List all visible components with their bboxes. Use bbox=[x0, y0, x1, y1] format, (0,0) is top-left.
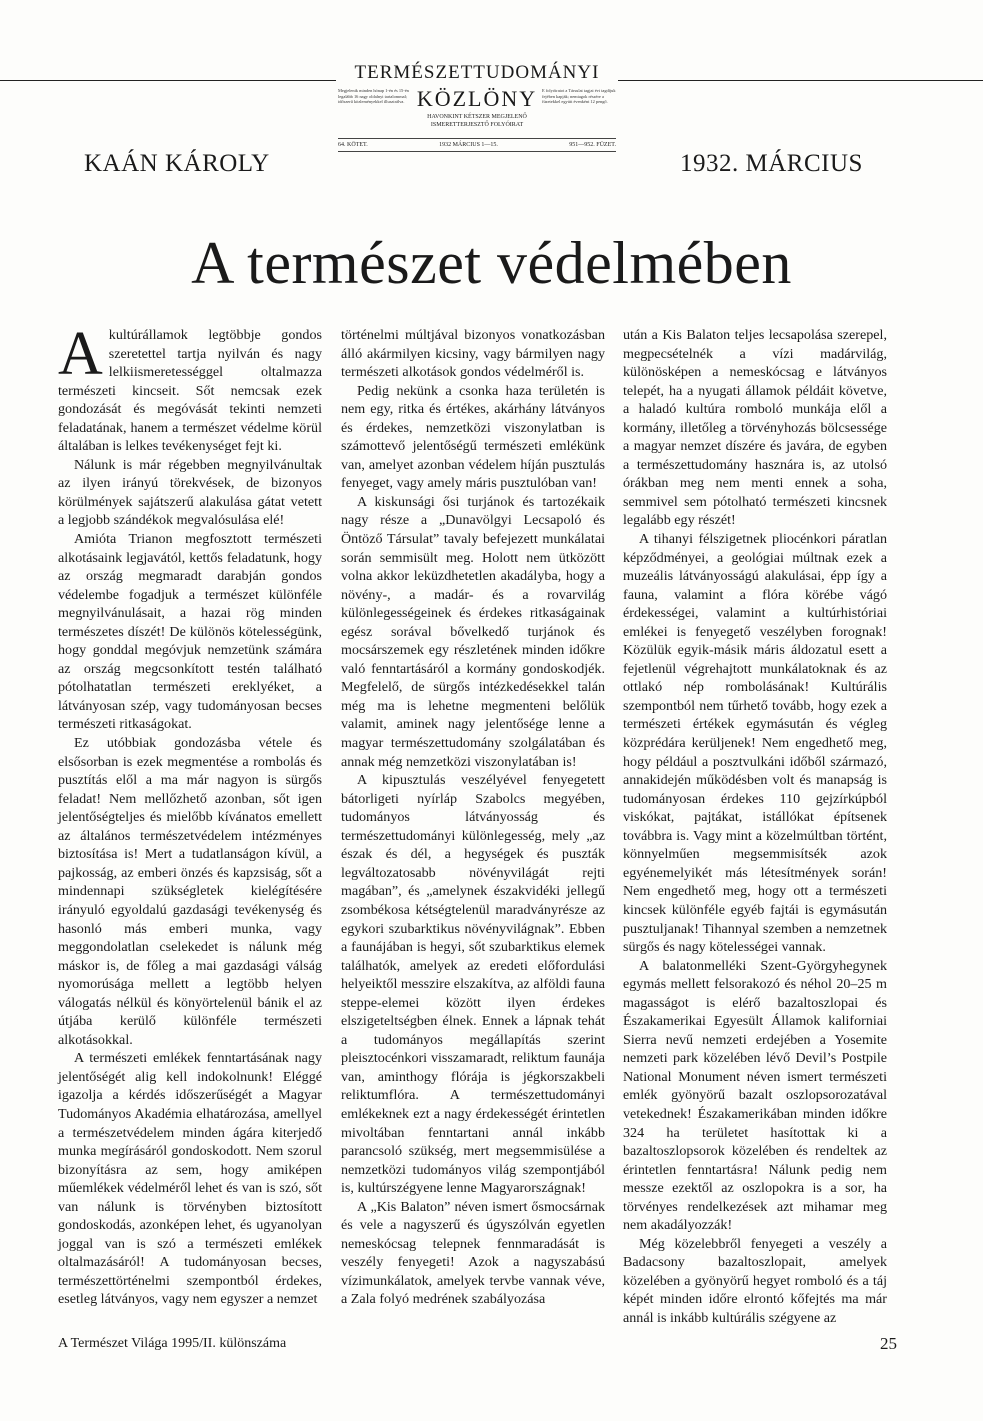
article-body bbox=[58, 320, 916, 1326]
paragraph: A „Kis Balaton” néven ismert ősmocsárnak és vele a nagyszerű és úgyszólván egyetlen nemeskócsag telepnek fennmaradását is veszély fenyegeti! Azok a nagyszabású vízimunkálatok, amelyek tervbe vannak véve, a Zala folyó medrének szabályozása bbox=[341, 1198, 605, 1308]
paragraph: Még közelebbről fenyegeti a veszély a Badacsony bazaltoszlopait, amelyek közelében a gyönyörű hegyet romboló és a táj képét minden időre elrontó kőfejtés ma már annál is inkább kultúrális szégyene az bbox=[623, 1235, 887, 1326]
paragraph: Amióta Trianon megfosztott természeti alkotásaink legjavától, kettős feladatunk, hogy az ország megmaradt darabján gondos védelembe fogadjuk a természet különféle megnyilvánulásait, a hazai rög minden természetes díszét! De különös kötelességünk, hogy gonddal megóvjuk nemzetünk számára az ország megcsonkított testén található pótolhatatlan természeti ereklyéket, a látványosan szép, vagy tudományosan becses természeti ritkaságokat. bbox=[58, 531, 322, 733]
masthead-title: TERMÉSZETTUDOMÁNYI bbox=[354, 62, 600, 83]
paragraph: Pedig nekünk a csonka haza területén is nem egy, ritka és értékes, akárhány látványos és érdekes, nemzetközi viszonylatban is számottevő jelentőségű természeti emlékünk van, amelyet azonban védelem híján pusztulás fenyeget, vagy amely máris pusztulóban van! bbox=[341, 382, 605, 492]
masthead-subtitle-line-2: ISMERETTERJESZTŐ FOLYÓIRAT bbox=[430, 121, 524, 128]
column-2 bbox=[341, 326, 605, 1316]
masthead-rule-right bbox=[618, 80, 983, 81]
author-name: KAÁN KÁROLY bbox=[84, 150, 270, 177]
masthead-note-left: Megjelenik minden hónap 1-én és 15-én legalább 16 nagy oldalnyi tartalommal; időszerű közleményekkel illusztrálva. bbox=[338, 88, 409, 105]
paragraph: A tihanyi félszigetnek pliocénkori páratlan képződményei, a geológiai múltnak ezek a muzeális látványosságú alakulásai, épp így a fauna, valamint a flóra körébe vágó érdekességei, valamint a kultúrhistóriai emlékei is fenyegető veszélyben forognak! Közülük egyik-másik máris áldozatul esett a fejetlenül végrehajtott munkálatoknak és az ottlakó nép rombolásának! Kultúrális szempontból nem tűrhető tovább, hogy ezek a természeti értékek egymásután és végleg közprédára kerüljenek! Nem engedhető meg, hogy például a posztvulkáni időből származó, annakidején működésben volt és manapság is tudományosan érdekes 110 gejzírkúpból viskókat, pajtákat, istállókat építsenek továbbra is. Vagy mint a közelmúltban történt, könnyelműen megsemmisítsék azok egyénemelyikét más létesítmények során! Nem engedhető meg, hogy ott a természeti kincsek különféle egyéb fajtái is egymásután pusztuljanak! Tihannyal szemben a nemzetnek sürgős és nagy kötelességei vannak. bbox=[623, 531, 887, 956]
masthead-subtitle-line-1: HAVONKINT KÉTSZER MEGJELENŐ bbox=[427, 114, 527, 120]
page-number: 25 bbox=[880, 1334, 897, 1353]
article-date: 1932. MÁRCIUS bbox=[680, 150, 863, 177]
paragraph: Ez utóbbiak gondozásba vétele és elsősorban is ezek megmentése a rombolás és pusztítás elől a ma már nagyon is sürgős feladat! Nem mellőzhető azonban, sőt igen jelentőségteljes és mielőbb kívánatos emellett az általános természetvédelem intézményes biztosítása is! Mert a tudatlanságon kívül, a pajkosság, az emberi önzés és kapzsiság, sőt a mindennapi szükségletek kielégítésére irányuló egyoldalú gazdasági tevékenység és hasonló más emberi munka, vagy meggondolatlan cselekedet is nálunk még máskor is, de főleg a mai gazdasági válság nyomorúsága mellett a legtöbb helyen válogatás nélkül és könyörtelenül bánik el az útjába kerülő különféle természeti alkotásokkal. bbox=[58, 735, 322, 1048]
column-3 bbox=[623, 326, 887, 1326]
paragraph: után a Kis Balaton teljes lecsapolása szerepel, megpecsételnék a vízi madárvilág, különösképen a nemeskócsag e látványos telepét, ha a nyugati államok példáit követve, a haladó kultúra romboló munkája elől a kormány, illetőleg a törvényhozás bölcsessége a magyar nemzet díszére és javára, de egyben a természettudomány hasznára is, az utolsó órákban meg nem menti ennek a soha, semmivel sem pótolható természeti kincsnek legalább egy részét! bbox=[623, 327, 887, 529]
column-1 bbox=[58, 320, 322, 1316]
article-title: A természet védelmében bbox=[191, 230, 792, 296]
paragraph bbox=[58, 320, 322, 456]
volume-label: 64. KÖTET. bbox=[338, 142, 368, 148]
masthead-issue-line bbox=[338, 138, 616, 152]
paragraph: A balatonmelléki Szent-Györgyhegynek egymás mellett felsorakozó és néhol 20–25 m magasságot is elérő bazaltoszlopai és Északamerikai Egyesült Államok kaliforniai Sierra nevű nemzeti erdejében a Yosemite nemzeti park közelében lévő Devil’s Postpile National Monument néven ismert természeti emlék gyönyörű bazalt oszlopsorozatával vetekednek! Északamerikában minden időkre 324 ha területet hasítottak ki a bazaltoszlopsorok közelében és rendeltek az érintetlen fenntartásra! Nálunk pedig nem messze ezektől az oszlopokra is a sor, ha törvényes rendelkezések azt mihamar meg nem akadályozzák! bbox=[623, 957, 887, 1234]
paragraph: A kipusztulás veszélyével fenyegetett bátorligeti nyírláp Szabolcs megyében, tudományos látványosság és természettudományi különlegesség, mely „az észak és dél, a hegységek és puszták legváltozatosabb növényvilágát rejti magában”, és „amelynek északvidéki jellegű zsombékosa kétségtelenül maradványrésze az egykori szubarktikus növényvilágnak”. Ebben a faunájában is hegyi, sőt szubarktikus elemek találhatók, amelyek az eredeti előfordulási helyeiktől messzire elszakítva, az alföldi fauna steppe-elemei között ilyen érdekes elszigeteltségben élnek. Ennek a lápnak tehát a tudományos megállapítás szerint pleisztocénkori visszamaradt, reliktum faunája van, aminthogy flórája is jégkorszakbeli reliktumflóra. A természettudományi emlékeknek ezt a nagy érdekességét érintetlen mivoltában fenntartani annál inkább parancsoló szükség, mert megsemmisülése a nemzetközi tudományos világ szempontjából is, kultúrszégyene lenne Magyarországnak! bbox=[341, 772, 605, 1197]
paragraph: történelmi múltjával bizonyos vonatkozásban álló akármilyen kicsiny, vagy bármilyen nagy természeti alkotások gondos védelméről is. bbox=[341, 327, 605, 381]
issue-number: 951—952. FÜZET. bbox=[569, 142, 616, 148]
masthead-rule-left bbox=[0, 80, 336, 81]
paragraph: A természeti emlékek fenntartásának nagy jelentőségét alig kell indokolnunk! Eléggé igazolja a kérdés időszerűségét a Magyar Tudományos Akadémia elhatározása, amellyel a természetvédelem minden ágára kiterjedő munka megírásáról gondoskodott. Nem szorul bizonyításra az sem, hogy amiképen műemlékek védelméről lehet és van is szó, sőt van nálunk is törvényben biztosított gondoskodás, azonképen lehet, és ugyanolyan joggal van is szó a természeti emlékek oltalmazásáról! A tudományosan becses, természettörténelmi szempontból érdekes, esetleg látványos, vagy nem egyszer a nemzet bbox=[58, 1050, 322, 1308]
masthead-note-right: E folyóiratot a Társulat tagjai évi tagdíjuk fejében kapják; nemtagok részére a füzetekkel együtt évenként 12 pengő. bbox=[542, 88, 616, 105]
masthead-box bbox=[338, 86, 616, 134]
masthead-subtitle bbox=[412, 114, 542, 129]
masthead-name: KÖZLÖNY bbox=[416, 86, 538, 111]
dropcap: A bbox=[58, 320, 103, 388]
paragraph: Nálunk is már régebben megnyilvánultak az ilyen irányú törekvések, de bizonyos körülmények sajátszerű alakulása gátat vetett a legjobb szándékok megvalósulása elé! bbox=[58, 456, 322, 529]
issue-date: 1932 MÁRCIUS 1—15. bbox=[439, 142, 498, 148]
paragraph: A kiskunsági ősi turjánok és tartozékaik nagy része a „Dunavölgyi Lecsapoló és Öntöző Társulat” tavaly befejezett munkálatai során semmisült meg. Holott nem ütközött volna akkor leküzdhetetlen akadályba, hogy a növény-, a madár- és a rovarvilág különlegességeinek és érdekes ritkaságainak egész sorával bővelkedő turjánok és mocsárszemek egy részletének minden időkre való fenntartásáról a kormány gondoskodjék. Megfelelő, de sürgős intézkedésekkel talán még ma is lehetne megmenteni belőlük valamit, aminek nagy jelentősége lenne a magyar természettudomány szolgálatában és annak még nemzetközi viszonylatában is! bbox=[341, 493, 605, 770]
footer-source: A Természet Világa 1995/II. különszáma bbox=[58, 1336, 287, 1351]
paragraph-text: kultúrállamok legtöbbje gondos szeretettel tartja nyilván és nagy lelkiismeretességgel oltalmazza természeti kincseit. Sőt nemcsak ezek gondozását és megóvását tekinti nemzeti feladatának, hanem a természet védelme körül általában is lelkes tevékenységet fejt ki. bbox=[58, 327, 322, 455]
